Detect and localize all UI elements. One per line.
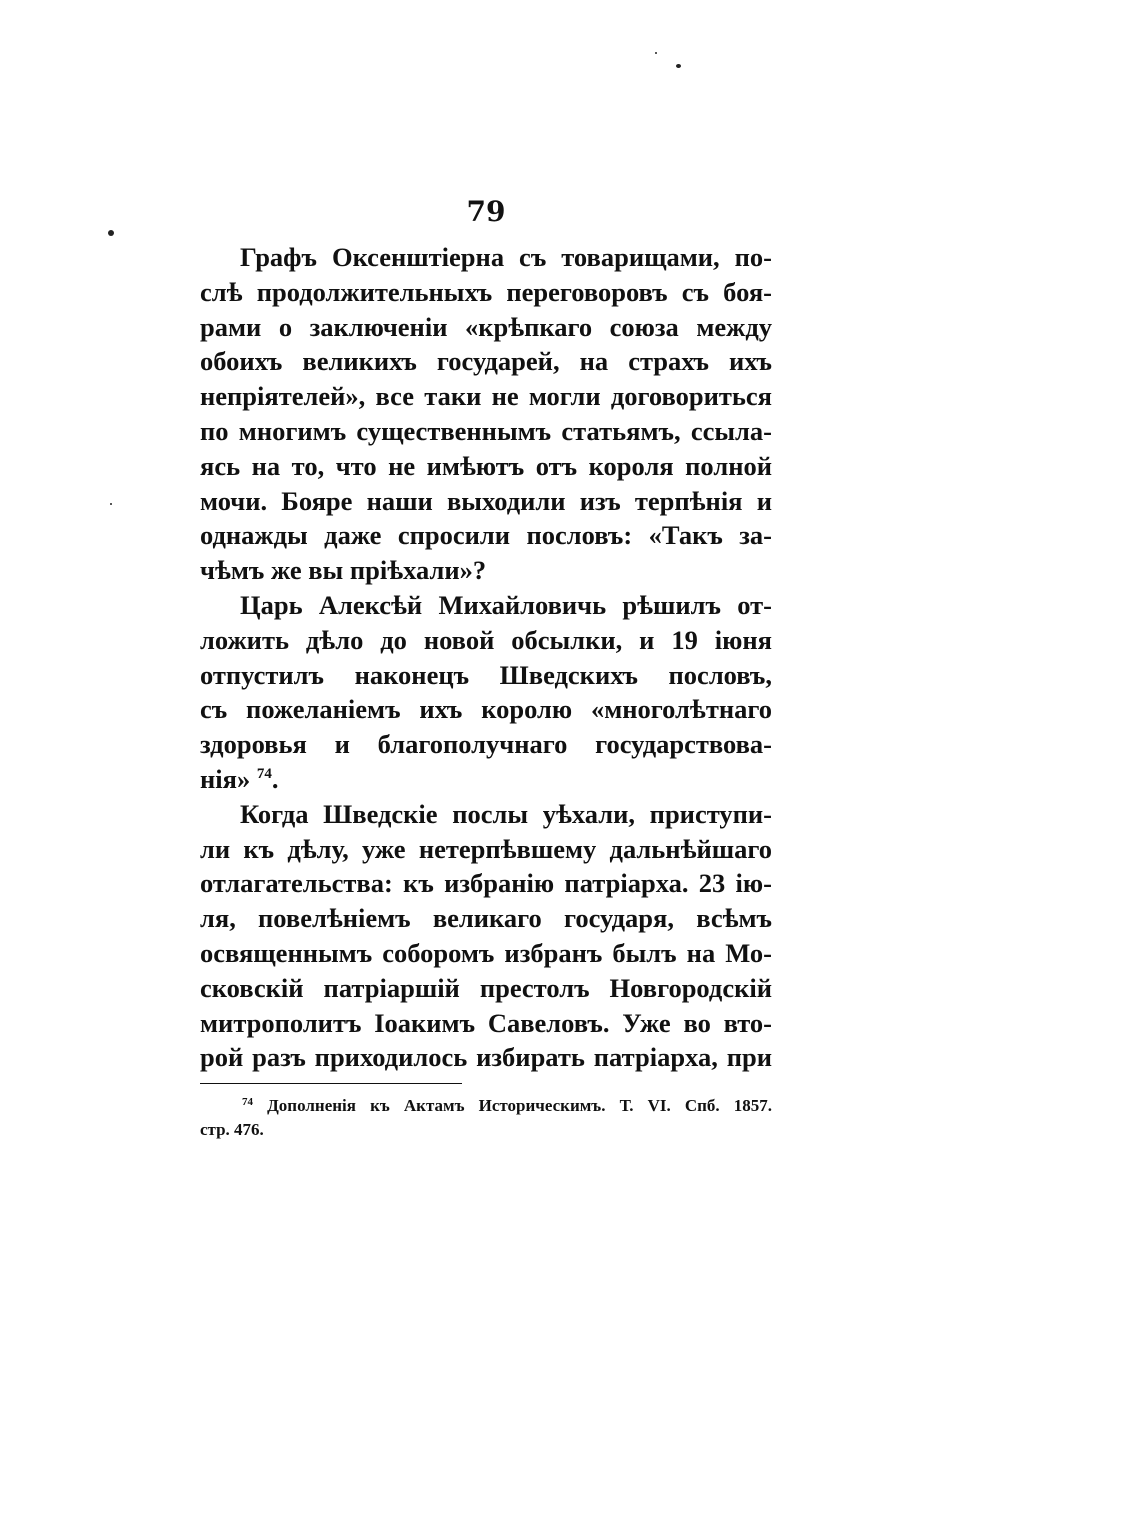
text-line: Царь Алексѣй Михайловичь рѣшилъ от-	[240, 589, 772, 620]
text-line: рой разъ приходилось избирать патріарха, при	[200, 1042, 772, 1073]
body-text	[200, 240, 772, 1075]
print-speck	[676, 64, 681, 68]
text-line: здоровья и благополучнаго государствова-	[200, 729, 772, 760]
footnote-reference[interactable]: 74	[256, 765, 272, 782]
footnote-separator	[200, 1083, 462, 1084]
text-line: слѣ продолжительныхъ переговоровъ съ боя-	[200, 276, 772, 307]
footnote-line	[200, 1094, 772, 1118]
text-line: мочи. Бояре наши выходили изъ терпѣнія и	[200, 485, 772, 516]
text-line: Когда Шведскіе послы уѣхали, приступи-	[240, 798, 772, 829]
footnote	[200, 1094, 772, 1142]
footnote-mark: 74	[242, 1096, 253, 1108]
text-line: митрополитъ Іоакимъ Савеловъ. Уже во вто-	[200, 1007, 772, 1038]
text-line: ля, повелѣніемъ великаго государя, всѣмъ	[200, 903, 772, 934]
page-number: 79	[466, 195, 506, 228]
text-line: однажды даже спросили пословъ: «Такъ за-	[200, 520, 772, 551]
text-line: сковскій патріаршій престолъ Новгородскій	[200, 972, 772, 1003]
print-speck	[108, 230, 114, 236]
print-speck	[655, 52, 657, 54]
text-line: непріятелей», все таки не могли договориться	[200, 381, 772, 412]
footnote-text: Дополненія къ Актамъ Историческимъ. Т. VI. Спб. 1857.	[267, 1096, 772, 1115]
text-line: обоихъ великихъ государей, на страхъ ихъ	[200, 346, 772, 377]
text-line: отпустилъ наконецъ Шведскихъ пословъ,	[200, 659, 772, 690]
print-speck	[110, 503, 112, 505]
text-line: отлагательства: къ избранію патріарха. 23 ію-	[200, 868, 772, 899]
text-line: по многимъ существеннымъ статьямъ, ссыла-	[200, 415, 772, 446]
paragraph-2	[200, 588, 772, 797]
text-line: ли къ дѣлу, уже нетерпѣвшему дальнѣйшаго	[200, 833, 772, 864]
text-line: рами о заключеніи «крѣпкаго союза между	[200, 311, 772, 342]
text-line: нія»	[200, 763, 251, 794]
text-line: ложить дѣло до новой обсылки, и 19 іюня	[200, 624, 772, 655]
text-line: Графъ Оксенштіерна съ товарищами, по-	[240, 242, 772, 272]
paragraph-1	[200, 240, 772, 588]
sentence-end: .	[271, 763, 279, 794]
paragraph-3	[200, 797, 772, 1075]
footnote-line: стр. 476.	[200, 1120, 264, 1139]
text-line: чѣмъ же вы пріѣхали»?	[200, 555, 487, 586]
text-line: ясь на то, что не имѣютъ отъ короля полной	[200, 450, 772, 481]
text-line: освященнымъ соборомъ избранъ былъ на Мо-	[200, 937, 772, 968]
text-line-with-footnote	[200, 762, 772, 797]
text-line: съ пожеланіемъ ихъ королю «многолѣтнаго	[200, 694, 772, 725]
